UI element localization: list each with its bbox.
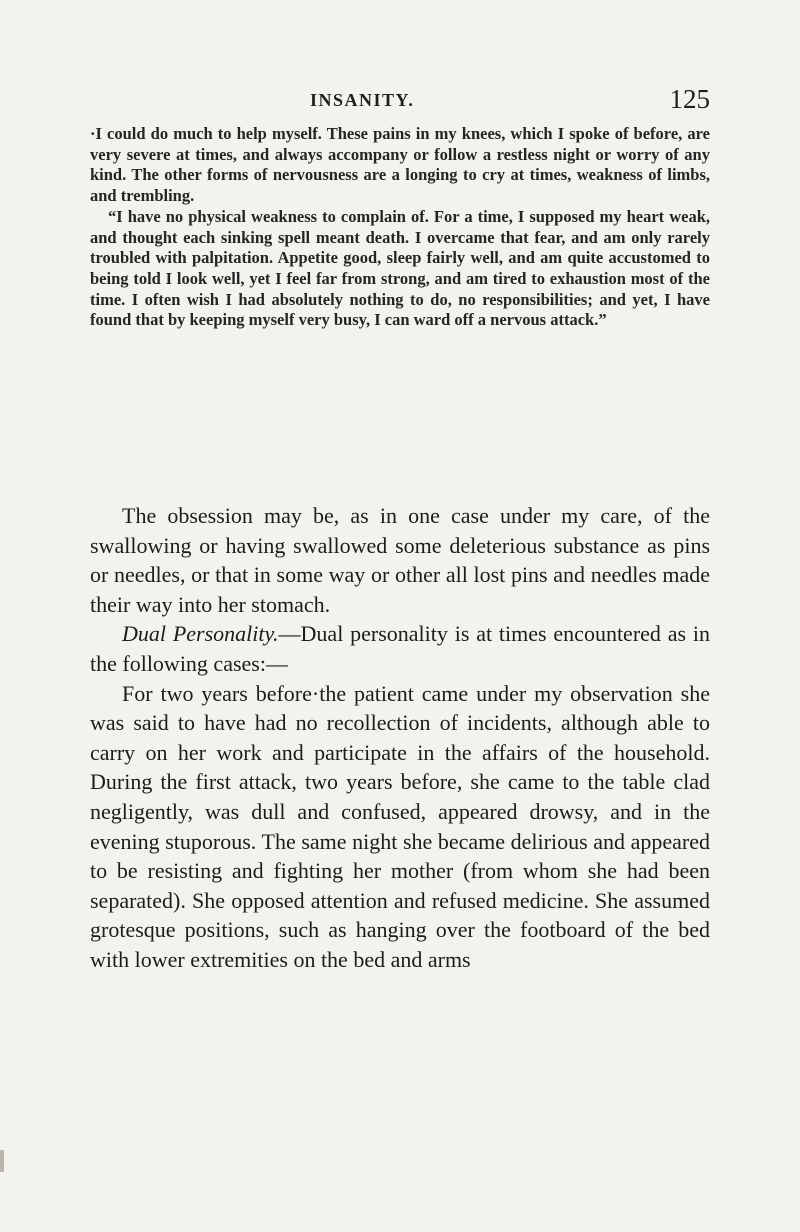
letter-paragraph: “I have no physical weakness to complain of. For a time, I supposed my heart weak, and thought each sinking spell meant death. I overcame that fear, and am only rarely troubled with palpitation. Appetite good, sleep fairly well, and am quite accustomed to being told I look well, yet I feel far from strong, and am tired to exhaustion most of the time. I often wish I had absolutely nothing to do, no responsibilities; and yet, I have found that by keeping myself very busy, I can ward off a nervous attack.” xyxy=(90,206,710,330)
section-heading: Dual Personality. xyxy=(122,621,279,647)
letter-paragraph: ·I could do much to help myself. These pains in my knees, which I spoke of before, are very severe at times, and always accompany or follow a restless night or worry of any kind. The other forms of nervousness are a longing to cry at times, weakness of limbs, and trembling. xyxy=(90,124,710,206)
running-head: INSANITY. xyxy=(310,90,415,110)
body-paragraph: The obsession may be, as in one case under my care, of the swallowing or having swallowed some deleterious substance as pins or needles, or that in some way or other all lost pins and needles made their way into her stomach. xyxy=(90,503,710,617)
section-intro: —Dual personality is at times encountered as in the following cases:— xyxy=(90,621,710,676)
page-header xyxy=(310,84,710,120)
page-number: 125 xyxy=(669,84,710,114)
scan-edge-mark xyxy=(0,1150,4,1172)
main-text xyxy=(90,501,710,975)
quoted-letter xyxy=(90,124,710,331)
body-paragraph xyxy=(90,619,710,678)
body-paragraph: For two years before·the patient came under my observation she was said to have had no recollection of incidents, although able to carry on her work and participate in the affairs of the household. During the first attack, two years before, she came to the table clad negligently, was dull and confused, appeared drowsy, and in the evening stuporous. The same night she became delirious and appeared to be resisting and fighting her mother (from whom she had been separated). She opposed attention and refused medicine. She assumed grotesque positions, such as hanging over the footboard of the bed with lower extremities on the bed and arms xyxy=(90,680,710,972)
